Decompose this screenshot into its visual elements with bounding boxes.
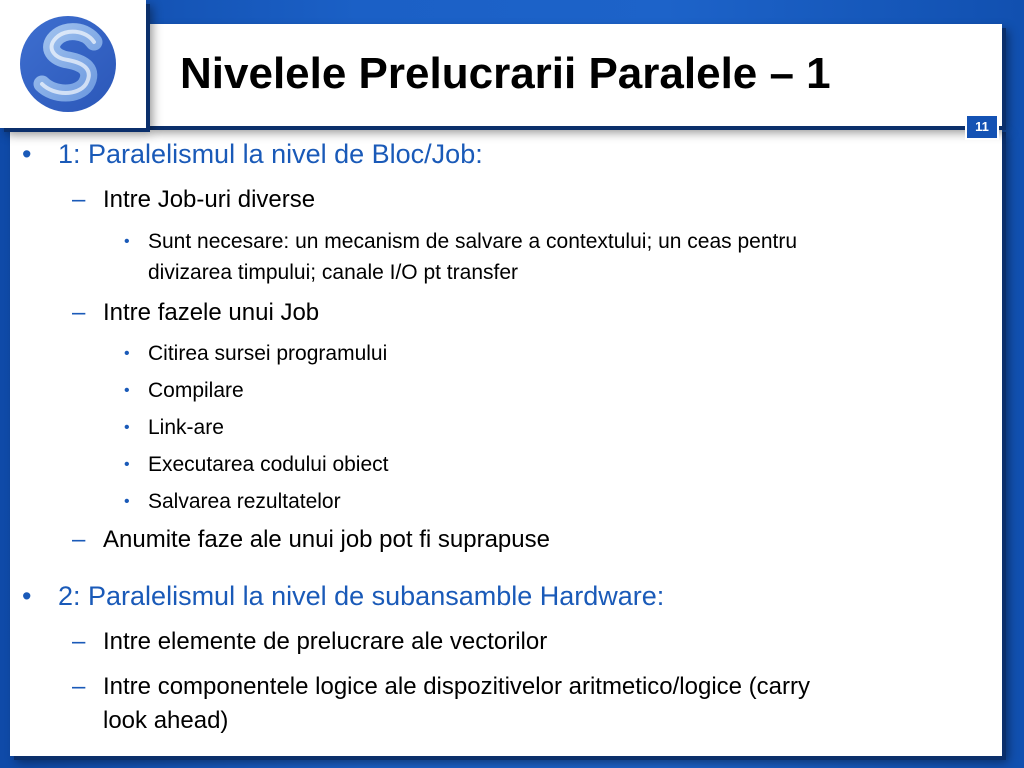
list-item-text: Intre componentele logice ale dispozitivelor aritmetico/logice (carry: [103, 673, 810, 700]
sub-item-text: Executarea codului obiect: [148, 453, 389, 476]
dash-marker: –: [72, 628, 86, 655]
list-item-text: look ahead): [103, 707, 229, 734]
dash-marker: –: [72, 526, 86, 553]
bullet-marker: •: [124, 382, 130, 399]
bullet-marker: •: [22, 139, 32, 169]
bullet-marker: •: [124, 456, 130, 473]
bullet-marker: •: [22, 581, 32, 611]
list-item-text: Intre fazele unui Job: [103, 299, 320, 326]
dash-marker: –: [72, 186, 86, 213]
sub-item-text: Sunt necesare: un mecanism de salvare a contextului; un ceas pentru: [148, 230, 798, 253]
dash-marker: –: [72, 673, 86, 700]
dash-marker: –: [72, 299, 86, 326]
bullet-marker: •: [124, 233, 130, 250]
list-item-text: Intre elemente de prelucrare ale vectorilor: [103, 628, 548, 655]
section-heading: 1: Paralelismul la nivel de Bloc/Job:: [58, 139, 483, 169]
sub-item-text: divizarea timpului; canale I/O pt transfer: [148, 261, 519, 284]
bullet-marker: •: [124, 345, 130, 362]
bullet-marker: •: [124, 419, 130, 436]
slide-title: Nivelele Prelucrarii Paralele – 1: [180, 49, 831, 98]
list-item-text: Intre Job-uri diverse: [103, 186, 316, 213]
bullet-marker: •: [124, 493, 130, 510]
section-heading: 2: Paralelismul la nivel de subansamble Hardware:: [58, 581, 665, 611]
list-item-text: Anumite faze ale unui job pot fi suprapuse: [103, 526, 550, 553]
sub-item-text: Citirea sursei programului: [148, 342, 388, 365]
sub-item-text: Link-are: [148, 416, 224, 439]
page-number-badge: 11: [965, 114, 999, 140]
sub-item-text: Salvarea rezultatelor: [148, 490, 341, 513]
sub-item-text: Compilare: [148, 379, 244, 402]
